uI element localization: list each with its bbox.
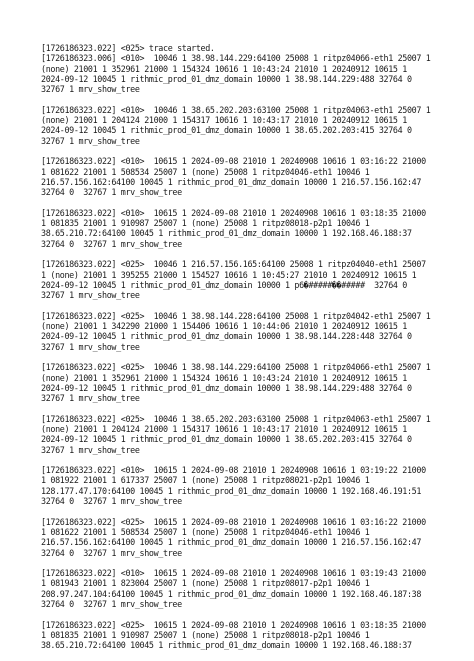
log-entry — [41, 259, 466, 300]
log-line: [1726186323.022] <010> 10615 1 2024-09-08 21010 1 20240908 10616 1 03:18:35 21000 — [41, 207, 426, 218]
log-line: (none) 21001 1 342290 21000 1 154406 10616 1 10:44:06 21010 1 20240912 10615 1 — [41, 321, 407, 332]
log-line: [1726186323.006] <010> 10046 1 38.98.144.229:64100 25008 1 ritpz04066-eth1 25007 1 — [41, 53, 431, 64]
log-line: 1 081622 21001 1 508534 25007 1 (none) 25008 1 ritpz04046-eth1 10046 1 — [41, 526, 370, 537]
log-entry — [41, 465, 466, 506]
log-line: [1726186323.022] <025> trace started. — [41, 43, 215, 53]
log-line: 32767 1 mrv_show_tree — [41, 393, 140, 404]
log-line: (none) 21001 1 352961 21000 1 154324 10616 1 10:43:24 21010 1 20240912 10615 1 — [41, 372, 407, 383]
log-entry — [41, 156, 466, 197]
log-line: [1726186323.022] <010> 10046 1 38.65.202.203:63100 25008 1 ritpz04063-eth1 25007 1 — [41, 104, 431, 115]
log-line: 2024-09-12 10045 1 rithmic_prod_01_dmz_domain 10000 1 p6�#####��##### 32764 0 — [41, 279, 407, 290]
log-entry — [41, 414, 466, 455]
log-line: [1726186323.022] <025> 10615 1 2024-09-08 21010 1 20240908 10616 1 03:18:35 21000 — [41, 619, 426, 630]
log-line: 1 081835 21001 1 910987 25007 1 (none) 25008 1 ritpz08018-p2p1 10046 1 — [41, 218, 370, 229]
log-line: 2024-09-12 10045 1 rithmic_prod_01_dmz_domain 10000 1 38.98.144.229:488 32764 0 — [41, 73, 412, 84]
log-line: [1726186323.022] <010> 10615 1 2024-09-08 21010 1 20240908 10616 1 03:16:22 21000 — [41, 156, 426, 167]
log-line: 32767 1 mrv_show_tree — [41, 290, 140, 301]
log-entry — [41, 568, 466, 609]
log-line: 32764 0 32767 1 mrv_show_tree — [41, 547, 182, 558]
log-line: [1726186323.022] <025> 10046 1 38.65.202.203:63100 25008 1 ritpz04063-eth1 25007 1 — [41, 413, 431, 424]
log-line: 38.65.210.72:64100 10045 1 rithmic_prod_01_dmz_domain 10000 1 192.168.46.188:37 — [41, 228, 412, 239]
log-line: [1726186323.022] <025> 10046 1 216.57.156.165:64100 25008 1 ritpz04040-eth1 25007 — [41, 259, 426, 270]
log-line: 32767 1 mrv_show_tree — [41, 444, 140, 455]
log-line: 1 081622 21001 1 508534 25007 1 (none) 25008 1 ritpz04046-eth1 10046 1 — [41, 166, 370, 177]
log-line: 1 081835 21001 1 910987 25007 1 (none) 25008 1 ritpz08018-p2p1 10046 1 — [41, 629, 370, 640]
log-line: [1726186323.022] <025> 10615 1 2024-09-08 21010 1 20240908 10616 1 03:16:22 21000 — [41, 516, 426, 527]
log-line: 2024-09-12 10045 1 rithmic_prod_01_dmz_domain 10000 1 38.98.144.229:488 32764 0 — [41, 382, 412, 393]
log-line: 208.97.247.104:64100 10045 1 rithmic_prod_01_dmz_domain 10000 1 192.168.46.187:38 — [41, 588, 422, 599]
log-line: 32764 0 32767 1 mrv_show_tree — [41, 599, 182, 610]
log-line: [1726186323.022] <025> 10046 1 38.98.144.229:64100 25008 1 ritpz04066-eth1 25007 1 — [41, 362, 431, 373]
log-line: 32767 1 mrv_show_tree — [41, 84, 140, 95]
log-line: [1726186323.022] <010> 10615 1 2024-09-08 21010 1 20240908 10616 1 03:19:43 21000 — [41, 568, 426, 579]
log-entry — [41, 517, 466, 558]
log-line: 32767 1 mrv_show_tree — [41, 341, 140, 352]
log-entry — [41, 620, 466, 651]
log-line: 1 (none) 21001 1 395255 21000 1 154527 10616 1 10:45:27 21010 1 20240912 10615 1 — [41, 269, 417, 280]
log-entry — [41, 105, 466, 146]
log-line: 128.177.47.170:64100 10045 1 rithmic_prod_01_dmz_domain 10000 1 192.168.46.191:51 — [41, 485, 422, 496]
log-line: (none) 21001 1 204124 21000 1 154317 10616 1 10:43:17 21010 1 20240912 10615 1 — [41, 115, 407, 126]
log-line: 216.57.156.162:64100 10045 1 rithmic_prod_01_dmz_domain 10000 1 216.57.156.162:47 — [41, 176, 422, 187]
log-entry — [41, 311, 466, 352]
log-line: [1726186323.022] <010> 10615 1 2024-09-08 21010 1 20240908 10616 1 03:19:22 21000 — [41, 465, 426, 476]
log-entry — [41, 43, 466, 53]
log-line: 216.57.156.162:64100 10045 1 rithmic_prod_01_dmz_domain 10000 1 216.57.156.162:47 — [41, 537, 422, 548]
log-line: 32764 0 32767 1 mrv_show_tree — [41, 187, 182, 198]
log-line: 1 081922 21001 1 617337 25007 1 (none) 25008 1 ritpz08021-p2p1 10046 1 — [41, 475, 370, 486]
log-line: 38.65.210.72:64100 10045 1 rithmic_prod_01_dmz_domain 10000 1 192.168.46.188:37 — [41, 640, 412, 651]
log-line: (none) 21001 1 352961 21000 1 154324 10616 1 10:43:24 21010 1 20240912 10615 1 — [41, 63, 407, 74]
trace-log — [41, 43, 466, 661]
log-entry — [41, 362, 466, 403]
log-entry — [41, 53, 466, 94]
log-line: 32767 1 mrv_show_tree — [41, 135, 140, 146]
log-line: 2024-09-12 10045 1 rithmic_prod_01_dmz_domain 10000 1 38.65.202.203:415 32764 0 — [41, 434, 412, 445]
log-entry — [41, 208, 466, 249]
log-line: 32764 0 32767 1 mrv_show_tree — [41, 496, 182, 507]
log-line: (none) 21001 1 204124 21000 1 154317 10616 1 10:43:17 21010 1 20240912 10615 1 — [41, 423, 407, 434]
log-line: 2024-09-12 10045 1 rithmic_prod_01_dmz_domain 10000 1 38.98.144.228:448 32764 0 — [41, 331, 412, 342]
log-line: 1 081943 21001 1 823004 25007 1 (none) 25008 1 ritpz08017-p2p1 10046 1 — [41, 578, 370, 589]
log-line: [1726186323.022] <025> 10046 1 38.98.144.228:64100 25008 1 ritpz04042-eth1 25007 1 — [41, 310, 431, 321]
log-line: 2024-09-12 10045 1 rithmic_prod_01_dmz_domain 10000 1 38.65.202.203:415 32764 0 — [41, 125, 412, 136]
log-line: 32764 0 32767 1 mrv_show_tree — [41, 238, 182, 249]
